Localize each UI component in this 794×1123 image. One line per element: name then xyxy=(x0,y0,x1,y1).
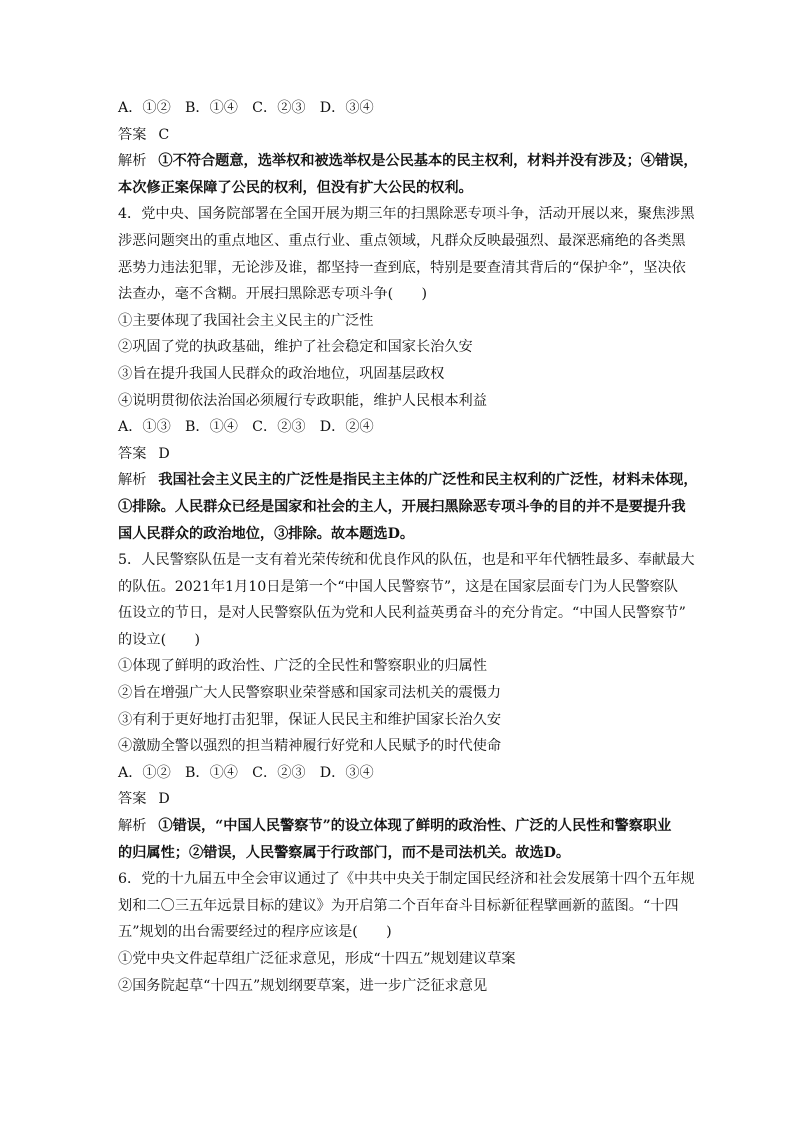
answer-label: 答案 xyxy=(118,791,147,808)
answer-value: C xyxy=(158,126,170,143)
q5-item-4: ④激励全警以强烈的担当精神履行好党和人民赋予的时代使命 xyxy=(118,738,502,755)
q6-stem-line-1: 6．党的十九届五中全会审议通过了《中共中央关于制定国民经济和社会发展第十四个五年规 xyxy=(118,871,695,888)
q5-item-3: ③有利于更好地打击犯罪，保证人民民主和维护国家长治久安 xyxy=(118,711,502,728)
q3-options: A．①② B．①④ C．②③ D．③④ xyxy=(118,100,374,116)
q5-stem-line-2: 的队伍。2021年1月10日是第一个“中国人民警察节”，这是在国家层面专门为人民警察队 xyxy=(118,578,679,595)
q4-item-3: ③旨在提升我国人民群众的政治地位，巩固基层政权 xyxy=(118,365,445,382)
q5-stem-line-3: 伍设立的节日，是对人民警察队伍为党和人民利益英勇奋斗的充分肯定。“中国人民警察节” xyxy=(118,605,686,622)
q4-answer-row xyxy=(118,441,678,468)
q3-answer-row xyxy=(118,122,678,149)
q5-item-2: ②旨在增强广大人民警察职业荣誉感和国家司法机关的震慑力 xyxy=(118,685,502,702)
q6-item-1: ①党中央文件起草组广泛征求意见，形成“十四五”规划建议草案 xyxy=(118,951,516,967)
q5-item-1: ①体现了鲜明的政治性、广泛的全民性和警察职业的归属性 xyxy=(118,658,487,675)
q5-explain-line-2: 的归属性；②错误，人民警察属于行政部门，而不是司法机关。故选D。 xyxy=(118,844,571,861)
q5-stem-line-4: 的设立( ) xyxy=(118,631,201,648)
q3-explain-line-2: 本次修正案保障了公民的权利，但没有扩大公民的权利。 xyxy=(118,179,473,196)
explain-label: 解析 xyxy=(118,818,147,835)
q4-explain-line-3: 国人民群众的政治地位，③排除。故本题选D。 xyxy=(118,525,415,542)
q6-stem-line-2: 划和二〇三五年远景目标的建议》为开启第二个百年奋斗目标新征程擘画新的蓝图。“十四 xyxy=(118,897,679,914)
q4-stem-line-4: 法查办，毫不含糊。开展扫黑除恶专项斗争( ) xyxy=(118,286,428,303)
answer-value: D xyxy=(158,445,170,462)
explain-label: 解析 xyxy=(118,472,147,489)
answer-label: 答案 xyxy=(118,445,147,462)
document-page xyxy=(118,95,698,999)
explain-text: ①不符合题意，选举权和被选举权是公民基本的民主权利，材料并没有涉及；④错误， xyxy=(158,153,698,170)
q4-item-1: ①主要体现了我国社会主义民主的广泛性 xyxy=(118,312,374,329)
explain-label: 解析 xyxy=(118,153,147,170)
q6-stem-line-3: 五”规划的出台需要经过的程序应该是( ) xyxy=(118,924,392,941)
q4-options: A．①③ B．①④ C．②③ D．②④ xyxy=(118,419,374,436)
q5-explain-line-1 xyxy=(118,813,678,840)
q5-stem-line-1: 5．人民警察队伍是一支有着光荣传统和优良作风的队伍，也是和平年代牺牲最多、奉献最大 xyxy=(118,552,695,569)
q3-explain-line-1 xyxy=(118,148,698,175)
q5-options: A．①② B．①④ C．②③ D．③④ xyxy=(118,764,374,781)
explain-text: ①错误，“中国人民警察节”的设立体现了鲜明的政治性、广泛的人民性和警察职业 xyxy=(158,818,672,835)
explain-text: 我国社会主义民主的广泛性是指民主主体的广泛性和民主权利的广泛性，材料未体现， xyxy=(158,472,698,489)
q4-stem-line-1: 4．党中央、国务院部署在全国开展为期三年的扫黑除恶专项斗争，活动开展以来，聚焦涉黑 xyxy=(118,206,695,223)
q4-explain-line-2: ①排除。人民群众已经是国家和社会的主人，开展扫黑除恶专项斗争的目的并不是要提升我 xyxy=(118,498,686,515)
q6-item-2: ②国务院起草“十四五”规划纲要草案，进一步广泛征求意见 xyxy=(118,977,488,994)
q5-answer-row xyxy=(118,786,678,813)
answer-label: 答案 xyxy=(118,126,147,143)
q4-explain-line-1 xyxy=(118,467,698,494)
q4-stem-line-2: 涉恶问题突出的重点地区、重点行业、重点领域，凡群众反映最强烈、最深恶痛绝的各类黑 xyxy=(118,232,686,249)
q4-item-2: ②巩固了党的执政基础，维护了社会稳定和国家长治久安 xyxy=(118,339,473,356)
q4-item-4: ④说明贯彻依法治国必须履行专政职能，维护人民根本利益 xyxy=(118,392,487,409)
q4-stem-line-3: 恶势力违法犯罪，无论涉及谁，都坚持一查到底，特别是要查清其背后的“保护伞”，坚决依 xyxy=(118,259,686,276)
answer-value: D xyxy=(158,791,170,808)
